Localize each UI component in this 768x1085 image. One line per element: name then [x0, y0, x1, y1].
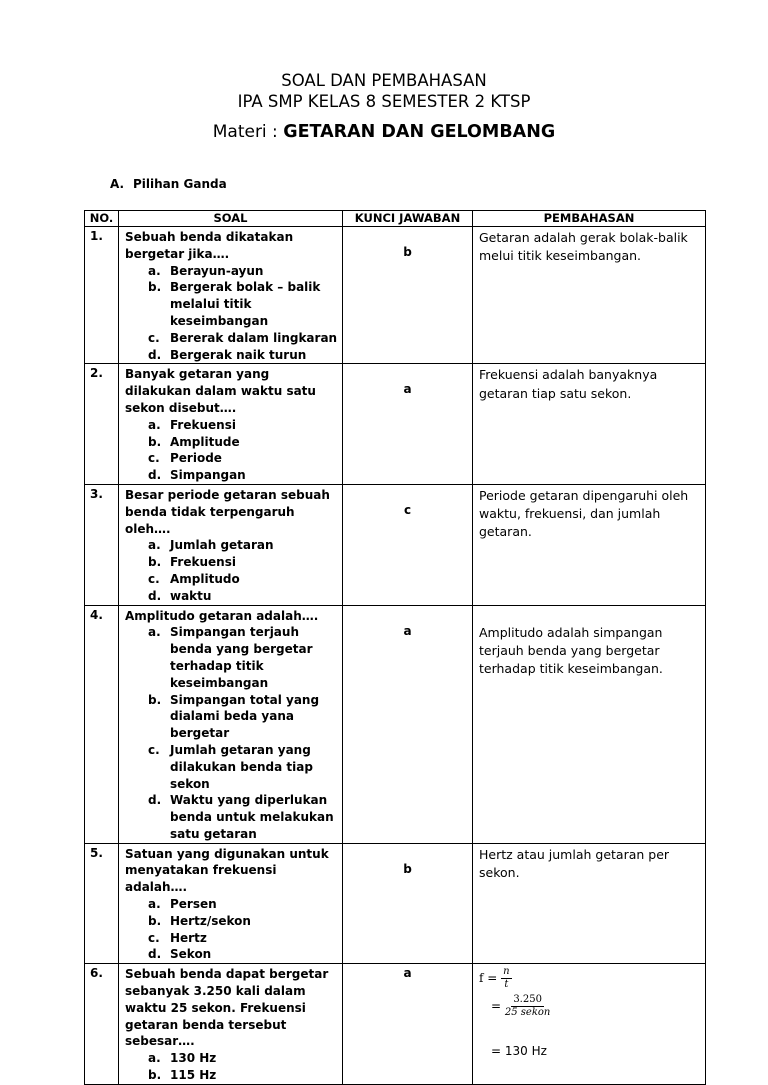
option-item: b. Bergerak bolak – balik melalui titik keseimbangan [148, 280, 321, 328]
answer-key: a [343, 605, 473, 843]
formula-result: = 130 Hz [491, 1044, 547, 1059]
fraction-denominator: 25 sekon [504, 1007, 551, 1019]
explanation-cell [473, 964, 706, 1085]
table-row [85, 843, 706, 964]
question-text: Sebuah benda dapat bergetar sebanyak 3.250 kali dalam waktu 25 sekon. Frekuensi getaran benda tersebut sebesar…. [125, 967, 329, 1049]
answer-key: c [343, 484, 473, 605]
option-item: a. Berayun-ayun [148, 263, 264, 278]
section-label: Pilihan Ganda [133, 177, 227, 191]
explanation-cell: Amplitudo adalah simpangan terjauh benda yang bergetar terhadap titik keseimbangan. [473, 605, 706, 843]
formula-line-2 [491, 994, 550, 1019]
materi-value: GETARAN DAN GELOMBANG [283, 122, 556, 142]
table-row [85, 484, 706, 605]
document-title: SOAL DAN PEMBAHASAN [281, 71, 487, 90]
answer-key: b [343, 843, 473, 964]
explanation-cell: Periode getaran dipengaruhi oleh waktu, frekuensi, dan jumlah getaran. [473, 484, 706, 605]
explanation-cell: Frekuensi adalah banyaknya getaran tiap satu sekon. [473, 364, 706, 485]
option-item: b. 115 Hz [148, 1068, 217, 1083]
option-item: b. Frekuensi [148, 555, 236, 570]
question-text: Satuan yang digunakan untuk menyatakan frekuensi adalah…. [125, 846, 329, 895]
table-row [85, 227, 706, 364]
row-number: 2. [85, 364, 119, 485]
table-row [85, 605, 706, 843]
question-cell [119, 605, 343, 843]
option-item: b. Simpangan total yang dialami beda yana bergetar [148, 692, 320, 741]
question-cell [119, 364, 343, 485]
materi-heading [0, 122, 768, 142]
question-text: Amplitudo getaran adalah…. [125, 608, 319, 623]
question-cell [119, 227, 343, 364]
option-item: a. Jumlah getaran [148, 538, 274, 553]
explanation-cell: Hertz atau jumlah getaran per sekon. [473, 843, 706, 964]
section-heading [110, 177, 227, 191]
fraction-numerator: 3.250 [513, 994, 542, 1006]
option-item: c. Bererak dalam lingkaran [148, 330, 338, 345]
option-item: b. Amplitude [148, 434, 240, 449]
option-item: a. 130 Hz [148, 1051, 217, 1066]
option-item: c. Amplitudo [148, 571, 240, 586]
question-text: Banyak getaran yang dilakukan dalam waktu satu sekon disebut…. [125, 367, 316, 415]
option-item: b. Hertz/sekon [148, 913, 251, 928]
option-item: c. Jumlah getaran yang dilakukan benda tiap sekon [148, 742, 313, 791]
row-number: 3. [85, 484, 119, 605]
answer-key: b [343, 227, 473, 364]
fraction-n-over-t [501, 966, 511, 991]
frequency-formula [479, 966, 701, 1066]
option-item: a. Simpangan terjauh benda yang bergetar terhadap titik keseimbangan [148, 625, 313, 690]
question-text: Besar periode getaran sebuah benda tidak terpengaruh oleh…. [125, 487, 330, 536]
row-number: 5. [85, 843, 119, 964]
fraction-denominator: t [504, 979, 509, 991]
fraction-numerator: n [503, 966, 510, 978]
row-number: 6. [85, 964, 119, 1085]
formula-line-1 [479, 966, 512, 991]
section-letter: A. [110, 177, 125, 191]
table-row [85, 964, 706, 1085]
row-number: 4. [85, 605, 119, 843]
header-pembahasan: PEMBAHASAN [473, 211, 706, 227]
option-item: d. Sekon [148, 947, 212, 962]
question-table [84, 210, 706, 1085]
option-item: d. Simpangan [148, 468, 246, 483]
option-item: a. Persen [148, 897, 217, 912]
formula-f-label: f = [479, 971, 502, 986]
table-row [85, 364, 706, 485]
option-item: d. waktu [148, 588, 212, 603]
option-item: d. Waktu yang diperlukan benda untuk melakukan satu getaran [148, 793, 334, 841]
row-number: 1. [85, 227, 119, 364]
document-subtitle: IPA SMP KELAS 8 SEMESTER 2 KTSP [237, 92, 531, 111]
option-item: d. Bergerak naik turun [148, 347, 307, 362]
question-text: Sebuah benda dikatakan bergetar jika…. [125, 230, 294, 261]
question-cell [119, 843, 343, 964]
question-cell [119, 484, 343, 605]
option-item: a. Frekuensi [148, 417, 236, 432]
header-no: NO. [85, 211, 119, 227]
answer-key: a [343, 964, 473, 1085]
fraction-values [505, 994, 550, 1019]
option-item: c. Hertz [148, 930, 207, 945]
explanation-cell: Getaran adalah gerak bolak-balik melui titik keseimbangan. [473, 227, 706, 364]
question-cell [119, 964, 343, 1085]
materi-label: Materi : [212, 122, 284, 142]
header-kunci: KUNCI JAWABAN [343, 211, 473, 227]
option-item: c. Periode [148, 451, 222, 466]
answer-key: a [343, 364, 473, 485]
formula-equals: = [491, 999, 502, 1014]
table-header-row [85, 211, 706, 227]
header-soal: SOAL [119, 211, 343, 227]
